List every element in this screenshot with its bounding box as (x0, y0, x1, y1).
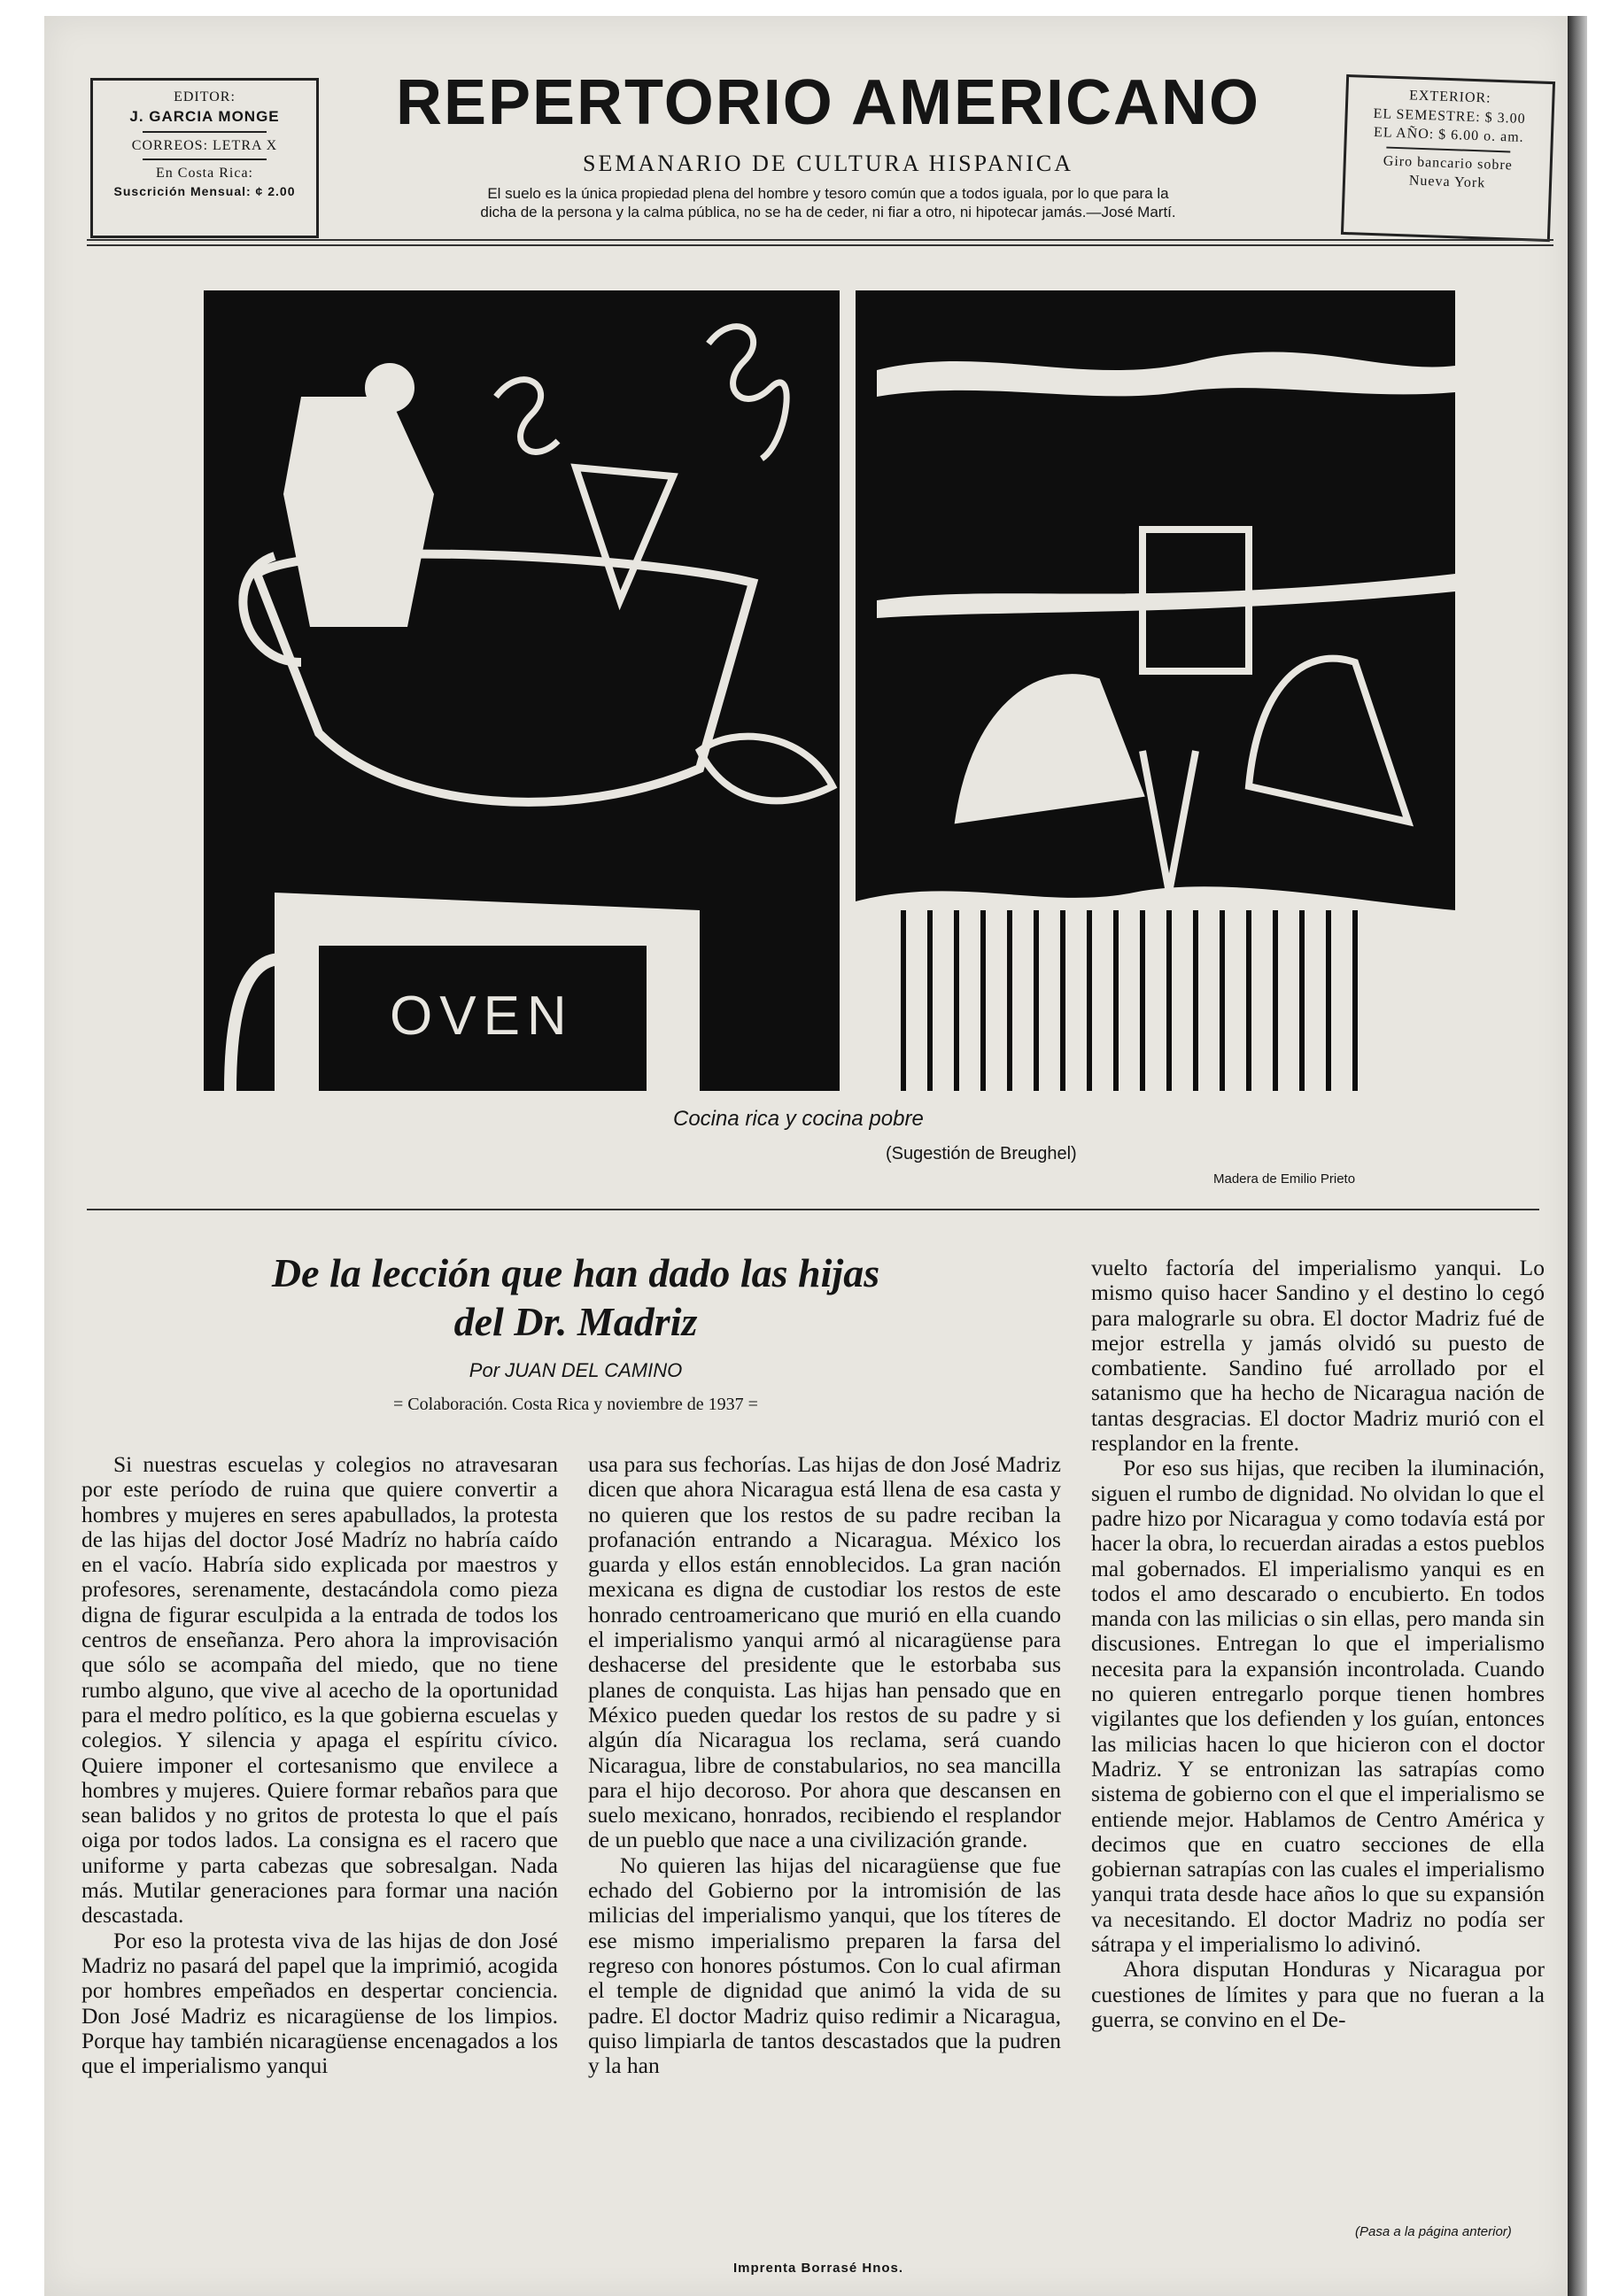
woodcut-drawing (204, 290, 1455, 1091)
article-byline: Por JUAN DEL CAMINO (469, 1359, 683, 1381)
woodcut-illustration (204, 290, 1455, 1091)
editor-label: EDITOR: (174, 89, 236, 104)
paragraph: No quieren las hijas del nicaragüense que fue echado del Gobierno por la intromisión de las milicias del imperialismo yanqui, que los títeres de ese mismo imperialismo preparen la farsa del regreso con honores póstumos. Con lo cual afirman el temple de dignidad que animó la vida de su padre. El doctor Madriz quiso redimir a Nicaragua, quiso limpiarla de tantos descastados que la pudren y la han (588, 1851, 1061, 2079)
article-column-1 (81, 1452, 558, 2078)
subscription-price: Suscrición Mensual: ¢ 2.00 (113, 183, 296, 198)
ano-price: EL AÑO: $ 6.00 o. am. (1373, 125, 1525, 146)
paragraph: vuelto factoría del imperialismo yanqui. Lo mismo quiso hacer Sandino y el destino lo cegó para malograrle su obra. El doctor Madriz fué de mejor estrella y jamás olvidó su puesto de combatiente. Sandino fué arrollado por el satanismo que ha hecho de Nicaragua nación de tantas desgracias. El doctor Madriz murió con el resplandor en la frente. (1091, 1255, 1545, 1457)
paragraph: Por eso sus hijas, que reciben la iluminación, siguen el rumbo de dignidad. No olvidan lo que el padre hizo por Nicaragua y como todavía está por hacer la obra, lo recuerdan airadas a estos pueblos mal gobernados. El imperialismo yanqui es en todos el amo descarado o encubierto. En todos manda con las milicias o sin ellas, pero manda sin discusiones. Entregan lo que el imperialismo necesita para la expansión incontrolada. Cuando no quieren entregarlo porque tienen hombres vigilantes que los defienden y los guían, entonces las milicias hacen lo que hicieron con el doctor Madriz. Y se entronizan las satrapías como sistema de gobierno con el que el imperialismo se entiende mejor. Hablamos de Centro América y decimos que en cuatro secciones de ella gobiernan satrapías con las cuales el imperialismo yanqui trata desde hace años lo que su expansión va necesitando. El doctor Madriz no podía ser sátrapa y el imperialismo lo adivinó. (1091, 1455, 1545, 1958)
newspaper-subtitle: SEMANARIO DE CULTURA HISPANICA (583, 151, 1073, 176)
motto-line: El suelo es la única propiedad plena del hombre y tesoro común que a todos iguala, por lo que para la (487, 185, 1169, 202)
semestre-price: EL SEMESTRE: $ 3.00 (1373, 105, 1526, 127)
article-title-line: De la lección que han dado las hijas (271, 1250, 880, 1295)
header-rule (87, 244, 1553, 246)
editor-name: J. GARCIA MONGE (129, 107, 280, 125)
section-rule (87, 1209, 1539, 1210)
motto-line: dicha de la persona y la calma pública, no se ha de ceder, ni fiar a otro, ni hipotecar jamás.—José Martí. (480, 204, 1176, 221)
article-title (133, 1248, 1019, 1346)
illustration-credit: Madera de Emilio Prieto (1213, 1171, 1356, 1187)
article-column-2 (588, 1452, 1061, 2078)
giro-text: Giro bancario sobre (1383, 153, 1514, 174)
illustration-suggestion: (Sugestión de Breughel) (886, 1144, 1077, 1163)
printer-credit: Imprenta Borrasé Hnos. (733, 2261, 904, 2276)
illustration-caption: Cocina rica y cocina pobre (673, 1107, 924, 1131)
editor-box (90, 78, 319, 238)
correos-text: CORREOS: LETRA X (131, 137, 278, 153)
motto (332, 184, 1324, 222)
continuation-note: (Pasa a la página anterior) (1355, 2224, 1512, 2239)
newspaper-title: REPERTORIO AMERICANO (395, 67, 1261, 138)
local-label: En Costa Rica: (156, 166, 253, 182)
exterior-box (1341, 74, 1555, 242)
masthead (332, 67, 1324, 222)
header-rule (87, 239, 1553, 241)
paragraph: Ahora disputan Honduras y Nicaragua por cuestiones de límites y para que no fueran a la guerra, se convino en el De- (1091, 1956, 1545, 2032)
divider (143, 158, 267, 160)
oven-label: OVEN (390, 986, 574, 1047)
divider (143, 131, 267, 133)
article-title-line: del Dr. Madriz (453, 1299, 698, 1345)
page-edge-shadow (1568, 16, 1587, 2296)
paragraph: Por eso la protesta viva de las hijas de don José Madriz no pasará del papel que la imprimió, acogida por hombres empeñados en despertar conciencia. Don José Madriz es nicaragüense de los limpios. Porque hay también nicaragüense encenagados a los que el imperialismo yanqui (81, 1927, 558, 2079)
article-column-3 (1091, 1256, 1545, 2032)
exterior-label: EXTERIOR: (1408, 88, 1491, 106)
paragraph: usa para sus fechorías. Las hijas de don José Madriz dicen que ahora Nicaragua está llena de esa casta y no quieren que los restos de su padre reciban la profanación entrando a Nicaragua. México los guarda y ellos están ennoblecidos. La gran nación mexicana es digna de custodiar los restos de este honrado centroamericano que murió en ella cuando el imperialismo yanqui armó al nicaragüense para deshacerse del presidente que le estorbaba sus planes de conquista. Las hijas han pensado que en México pueden quedar los restos de su padre y si algún día Nicaragua los reclama, será cuando Nicaragua, libre de constabularios, no sea mancilla para el hijo decoroso. Por ahora que descansen en suelo mexicano, honrados, recibiendo el resplandor de un pueblo que nace a una civilización grande. (588, 1451, 1061, 1853)
article-dateline: = Colaboración. Costa Rica y noviembre de 1937 = (393, 1395, 758, 1414)
paragraph: Si nuestras escuelas y colegios no atravesaran por este período de ruina que quiere convertir a hombres y mujeres en seres apabullados, la protesta de las hijas del doctor José Madríz no habría caído en el vacío. Habría sido explicada por maestros y profesores, serenamente, destacándola como pieza digna de figurar esculpida a la entrada de todos los centros de enseñanza. Pero ahora la improvisación que sólo se acompaña del miedo, que no tiene rumbo alguno, que vive al acecho de la oportunidad para el medro político, es la que gobierna escuelas y colegios. Y silencia y apaga el espíritu cívico. Quiere imponer el cortesanismo que envilece a hombres y mujeres. Quiere formar rebaños para que sean balidos y no gritos de protesta lo que el país oiga por todos lados. La consigna es el racero que uniforme y parta cabezas que sobresalgan. Nada más. Mutilar generaciones para formar una nación descastada. (81, 1451, 558, 1929)
giro-text: Nueva York (1408, 173, 1486, 191)
